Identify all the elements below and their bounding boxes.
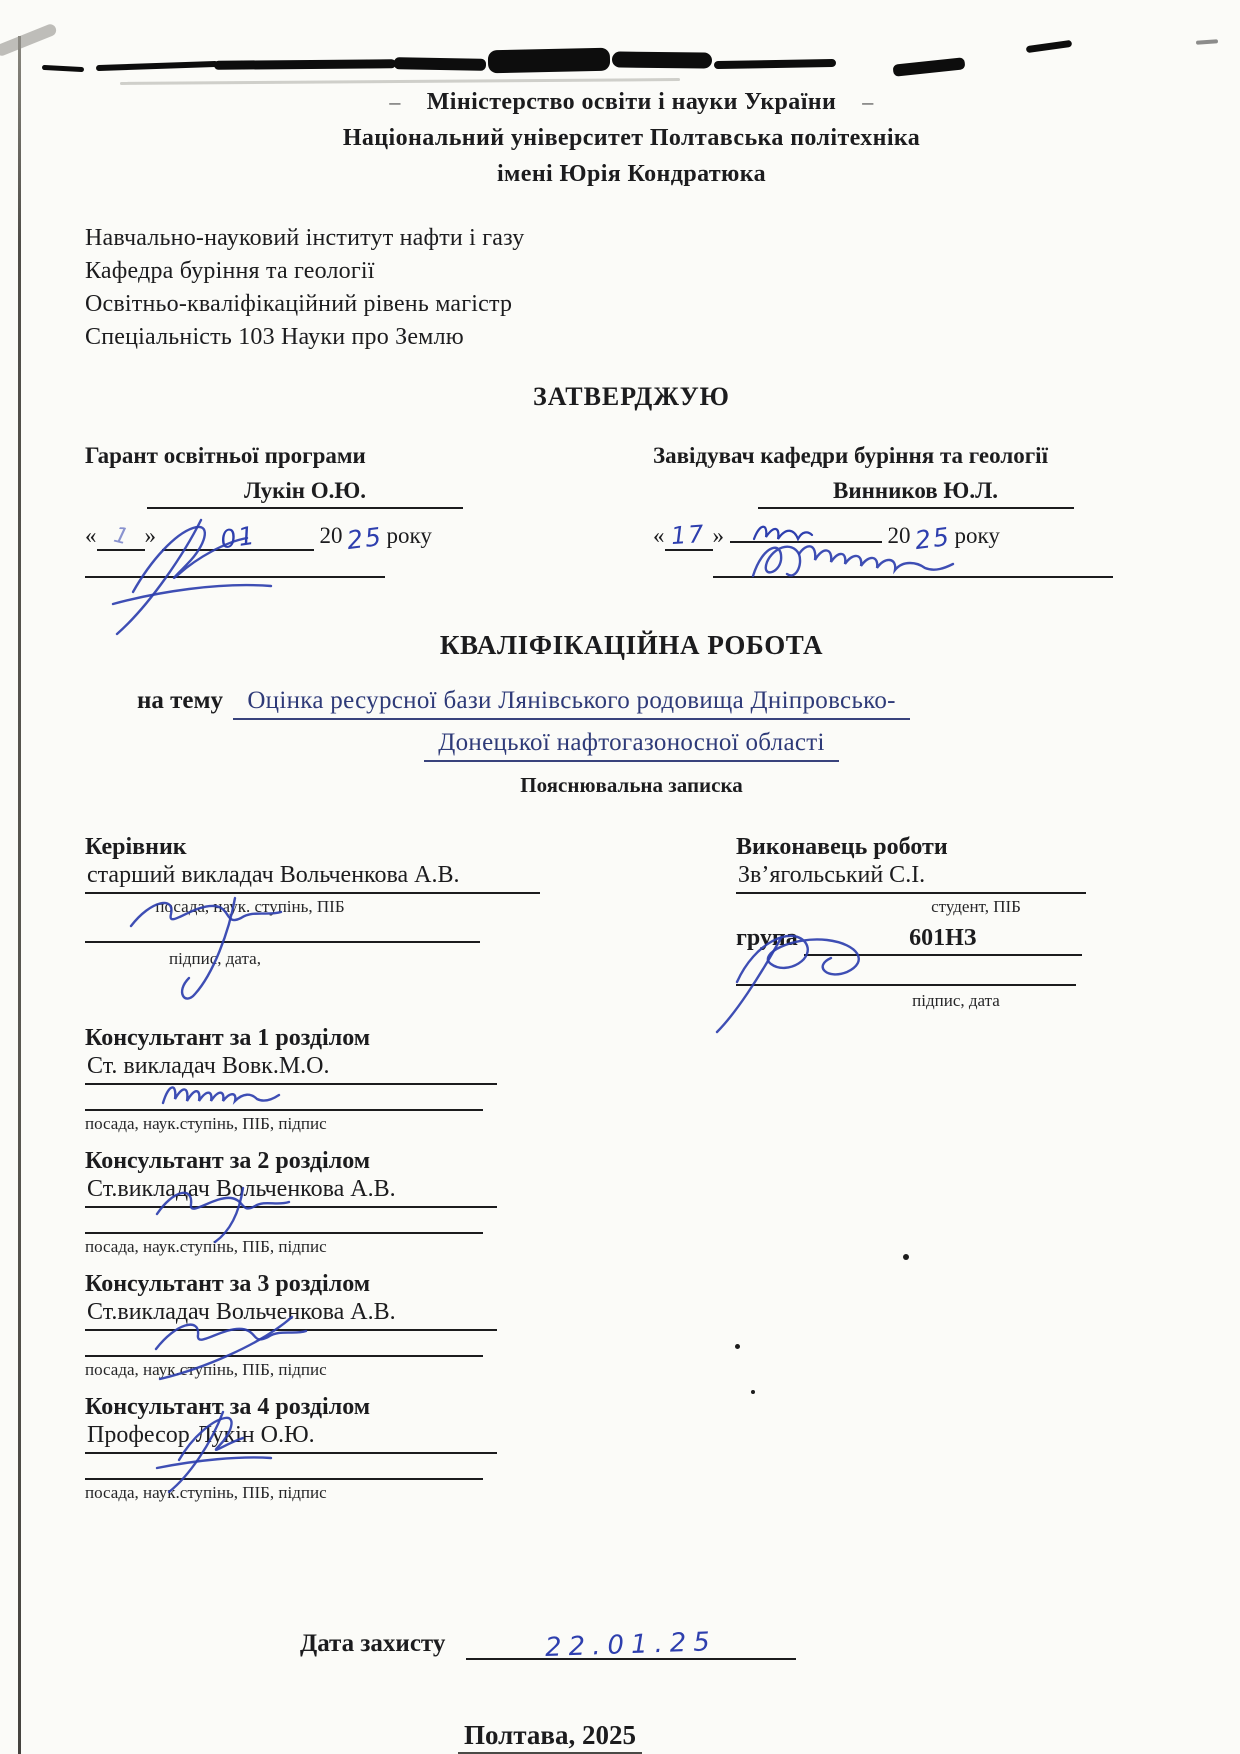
executor-signature-line	[736, 984, 1076, 986]
ministry-line: – Міністерство освіти і науки України –	[389, 89, 874, 115]
supervisor-label: Керівник	[85, 834, 187, 860]
people-row	[85, 832, 1178, 1011]
scan-smudge	[42, 65, 84, 72]
consultant-block-1	[85, 1023, 505, 1134]
work-title: КВАЛІФІКАЦІЙНА РОБОТА	[439, 630, 824, 660]
program-guarantor-block	[85, 442, 525, 578]
executor-sign-caption: підпис, дата	[912, 991, 1000, 1010]
consultant-caption: посада, наук.ступінь, ПІБ, підпис	[85, 1114, 327, 1133]
consultant-3-signature	[140, 1301, 350, 1385]
department-head-name: Винников Ю.Л.	[653, 478, 1178, 508]
defense-date-label: Дата захисту	[300, 1630, 446, 1657]
scan-speck	[1196, 39, 1218, 45]
supervisor-name: старший викладач Вольченкова А.В.	[85, 862, 540, 894]
consultant-block-2	[85, 1146, 505, 1257]
consultant-name: Ст.викладач Вольченкова А.В.	[85, 1176, 497, 1208]
date-day-blank	[665, 521, 713, 551]
guarantor-name: Лукін О.Ю.	[85, 478, 525, 508]
consultant-4-signature	[135, 1404, 305, 1496]
supervisor-sign-caption: підпис, дата,	[169, 949, 261, 968]
consultants-section	[85, 1023, 505, 1503]
supervisor-signature-line	[85, 941, 480, 943]
institute-info	[85, 222, 1178, 354]
approve-heading: ЗАТВЕРДЖУЮ	[533, 382, 730, 411]
document-content	[85, 0, 1178, 1503]
handwritten-year: 25	[912, 521, 953, 556]
consultant-name: Ст.викладач Вольченкова А.В.	[85, 1299, 497, 1331]
degree-line: Освітньо-кваліфікаційний рівень магістр	[85, 291, 513, 317]
consultant-block-3	[85, 1269, 505, 1380]
consultant-name: Ст. викладач Вовк.М.О.	[85, 1053, 497, 1085]
consultant-label: Консультант за 2 розділом	[85, 1148, 371, 1174]
department-head-signature-line	[713, 576, 1113, 578]
supervisor-signature	[115, 882, 325, 1007]
executor-block	[736, 832, 1086, 1011]
scan-dash-mark: –	[862, 89, 874, 114]
handwritten-day: 1	[110, 522, 131, 551]
scan-dash-mark: –	[389, 89, 401, 114]
department-head-block	[653, 442, 1178, 578]
handwritten-month: 01	[218, 520, 258, 555]
handwritten-defense-date: 22.01.25	[544, 1627, 718, 1663]
consultant-label: Консультант за 1 розділом	[85, 1025, 371, 1051]
topic-label: на тему	[137, 687, 224, 714]
department-head-signature	[743, 528, 1003, 598]
department-line: Кафедра буріння та геології	[85, 258, 375, 284]
consultant-signature-line	[85, 1208, 483, 1234]
guarantor-signature-line	[85, 576, 385, 578]
consultant-caption: посада, наук.ступінь, ПІБ, підпис	[85, 1360, 327, 1379]
consultant-signature-line	[85, 1454, 483, 1480]
explanatory-note-subtitle: Пояснювальна записка	[520, 773, 743, 797]
executor-name: Зв’ягольський С.І.	[736, 862, 1086, 894]
executor-signature	[701, 914, 931, 1044]
executor-name-caption: студент, ПІБ	[931, 897, 1021, 916]
guarantor-title: Гарант освітньої програми	[85, 443, 366, 468]
topic-text: Оцінка ресурсної бази Лянівського родовища Дніпровсько-	[233, 687, 909, 720]
group-value: 601НЗ	[804, 925, 1082, 956]
consultant-label: Консультант за 4 розділом	[85, 1394, 371, 1420]
consultant-2-signature	[145, 1174, 315, 1246]
group-label: група	[736, 925, 798, 951]
scan-corner-smear	[0, 22, 58, 57]
consultant-signature-line	[85, 1331, 483, 1357]
defense-date-blank	[466, 1627, 796, 1663]
university-header	[85, 84, 1178, 192]
supervisor-block	[85, 832, 540, 1011]
consultant-signature-line	[85, 1085, 483, 1111]
supervisor-name-caption: посада, наук. ступінь, ПІБ	[155, 897, 345, 916]
institute-line: Навчально-науковий інститут нафти і газу	[85, 225, 525, 251]
date-year-blank	[343, 520, 387, 556]
department-head-title: Завідувач кафедри буріння та геології	[653, 443, 1048, 468]
university-patron-line: імені Юрія Кондратюка	[496, 161, 767, 187]
consultant-name: Професор Лукін О.Ю.	[85, 1422, 497, 1454]
city-year-line: Полтава, 2025	[0, 1720, 1100, 1751]
topic-line-2: Донецької нафтогазоносної області	[85, 729, 1178, 757]
approvals-row	[85, 442, 1178, 578]
consultant-label: Консультант за 3 розділом	[85, 1271, 371, 1297]
guarantor-signature	[95, 508, 345, 638]
guarantor-date-line: « 1 » 01 2025 року	[85, 520, 432, 556]
department-head-date-line: « 17 » 2025 року	[653, 520, 1178, 554]
consultant-caption: посада, наук.ступінь, ПІБ, підпис	[85, 1237, 327, 1256]
consultant-1-signature	[155, 1075, 285, 1115]
consultant-block-4	[85, 1392, 505, 1503]
topic-line-1	[85, 687, 1178, 715]
speciality-line: Спеціальність 103 Науки про Землю	[85, 324, 464, 350]
handwritten-year: 25	[344, 521, 385, 556]
scan-edge-line	[18, 36, 21, 1754]
handwritten-day: 17	[670, 519, 707, 551]
university-name-line: Національний університет Полтавська політехніка	[342, 125, 921, 151]
defense-date-line	[300, 1627, 796, 1663]
executor-label: Виконавець роботи	[736, 834, 948, 860]
consultant-caption: посада, наук.ступінь, ПІБ, підпис	[85, 1483, 327, 1502]
